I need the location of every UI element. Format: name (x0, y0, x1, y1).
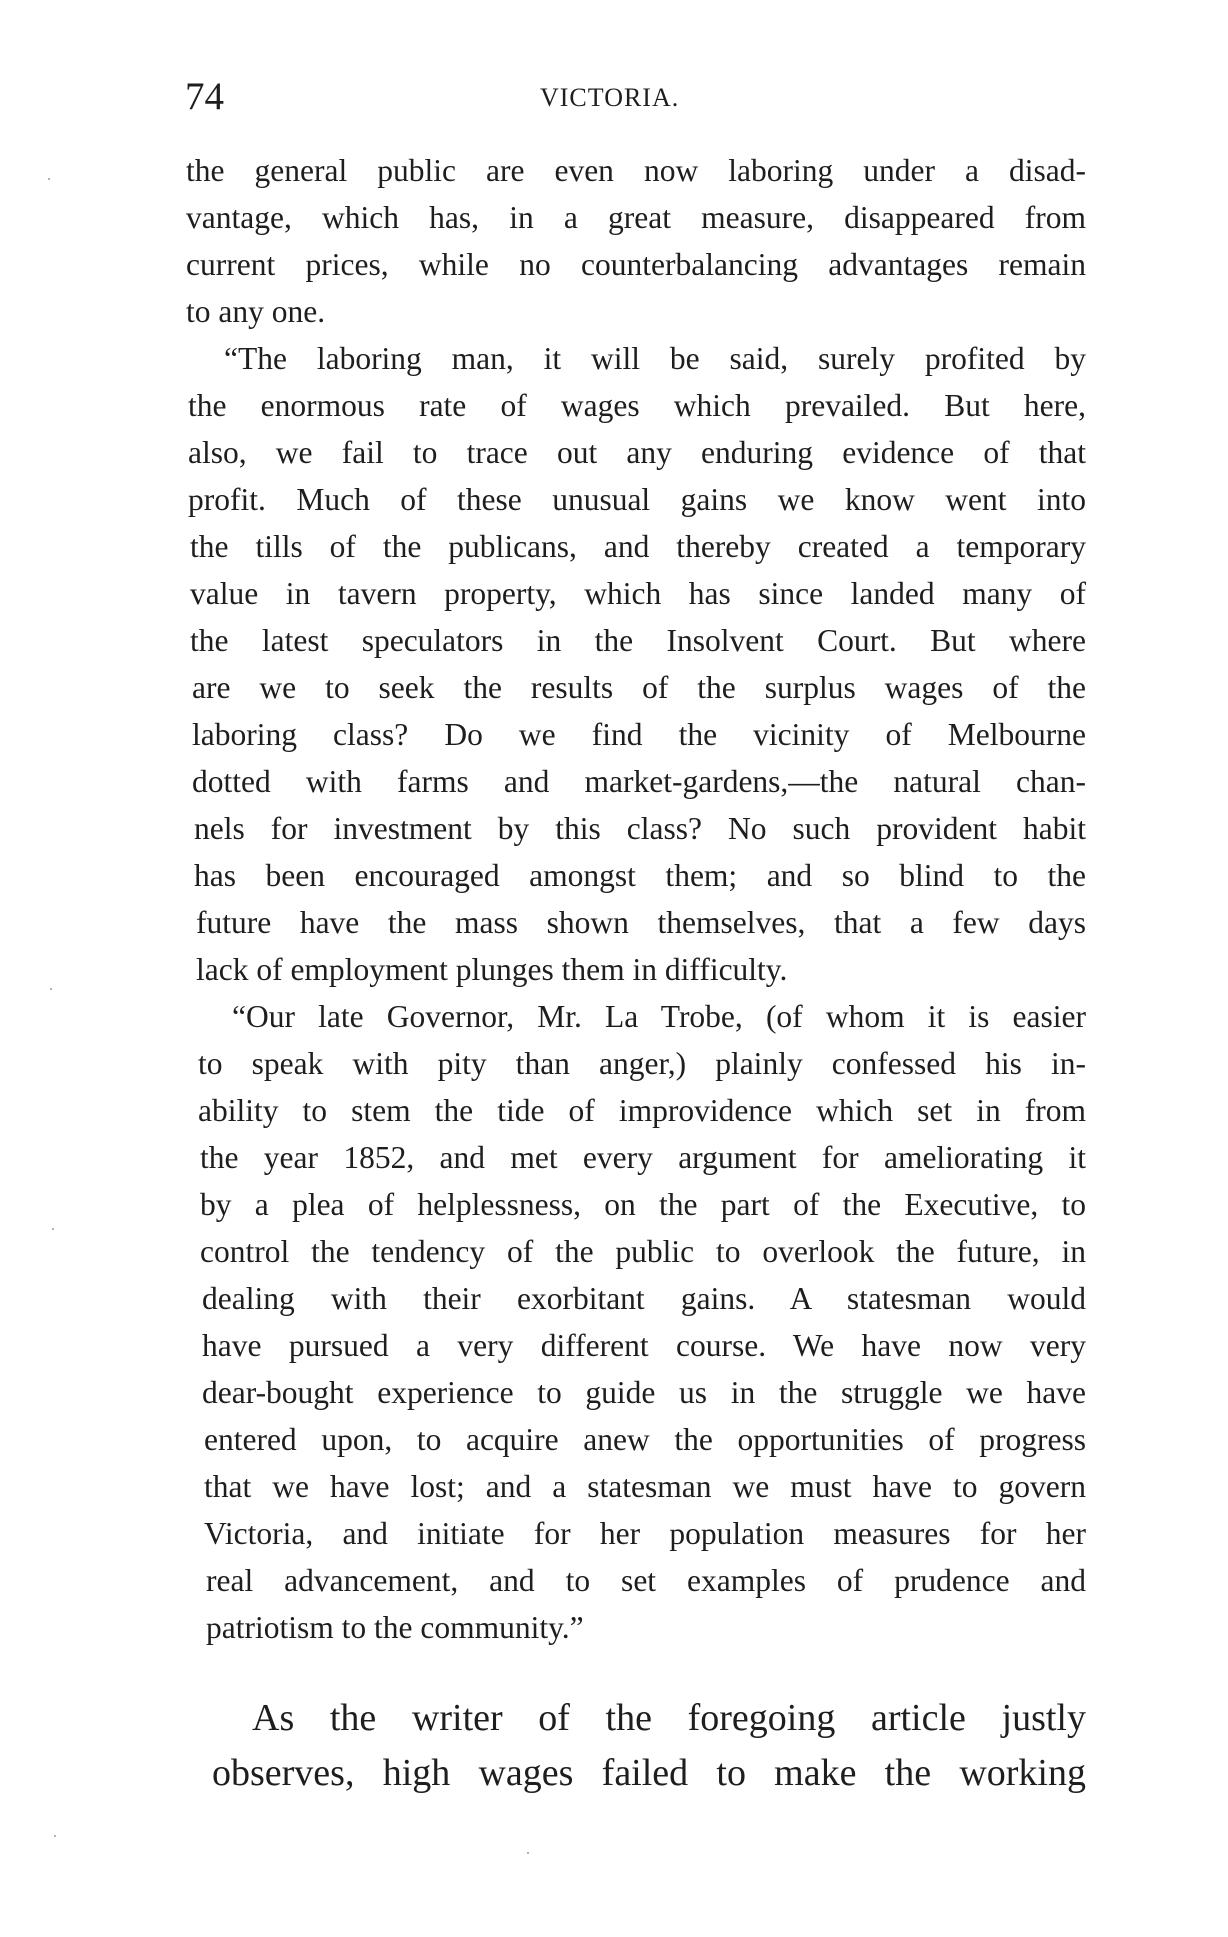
text-line: observes, high wages failed to make the working (212, 1752, 1086, 1794)
scan-speck (48, 178, 50, 180)
text-line: are we to seek the results of the surplus wages of the (192, 670, 1086, 705)
text-line: also, we fail to trace out any enduring evidence of that (188, 435, 1086, 470)
text-line: “Our late Governor, Mr. La Trobe, (of whom it is easier (232, 999, 1086, 1034)
text-line: “The laboring man, it will be said, surely profited by (224, 341, 1086, 376)
text-line: the year 1852, and met every argument for ameliorating it (200, 1140, 1086, 1175)
text-line: laboring class? Do we find the vicinity of Melbourne (192, 717, 1086, 752)
text-line: lack of employment plunges them in difficulty. (196, 952, 788, 987)
text-line: vantage, which has, in a great measure, disappeared from (186, 200, 1086, 235)
text-line: As the writer of the foregoing article justly (252, 1697, 1086, 1739)
running-title: VICTORIA. (540, 83, 680, 112)
text-line: current prices, while no counterbalancing advantages remain (186, 247, 1086, 282)
text-line: patriotism to the community.” (206, 1610, 584, 1645)
text-line: have pursued a very different course. We have now very (202, 1328, 1086, 1363)
text-line: future have the mass shown themselves, that a few days (196, 905, 1086, 940)
text-line: profit. Much of these unusual gains we know went into (188, 482, 1086, 517)
text-line: nels for investment by this class? No such provident habit (194, 811, 1086, 846)
text-line: ability to stem the tide of improvidence which set in from (198, 1093, 1086, 1128)
text-line: control the tendency of the public to overlook the future, in (200, 1234, 1086, 1269)
scan-speck (54, 1835, 56, 1837)
text-line: to speak with pity than anger,) plainly confessed his in- (198, 1046, 1086, 1081)
text-line: dealing with their exorbitant gains. A statesman would (202, 1281, 1086, 1316)
text-line: entered upon, to acquire anew the opportunities of progress (204, 1422, 1086, 1457)
text-line: Victoria, and initiate for her population measures for her (204, 1516, 1086, 1551)
text-line: the enormous rate of wages which prevailed. But here, (188, 388, 1086, 423)
text-line: the tills of the publicans, and thereby created a temporary (190, 529, 1086, 564)
text-line: value in tavern property, which has since landed many of (190, 576, 1086, 611)
text-line: by a plea of helplessness, on the part of the Executive, to (200, 1187, 1086, 1222)
text-line: real advancement, and to set examples of prudence and (206, 1563, 1086, 1598)
text-line: dotted with farms and market-gardens,—the natural chan- (192, 764, 1086, 799)
text-line: has been encouraged amongst them; and so blind to the (194, 858, 1086, 893)
page-number: 74 (185, 75, 224, 118)
text-line: to any one. (186, 294, 326, 329)
text-line: the latest speculators in the Insolvent Court. But where (190, 623, 1086, 658)
text-line: the general public are even now laboring under a disad- (186, 153, 1086, 188)
running-head (185, 72, 1090, 122)
text-line: dear-bought experience to guide us in the struggle we have (202, 1375, 1086, 1410)
scan-speck (50, 988, 52, 990)
scan-speck (52, 1228, 54, 1230)
text-line: that we have lost; and a statesman we must have to govern (204, 1469, 1086, 1504)
scan-speck (527, 1852, 529, 1854)
